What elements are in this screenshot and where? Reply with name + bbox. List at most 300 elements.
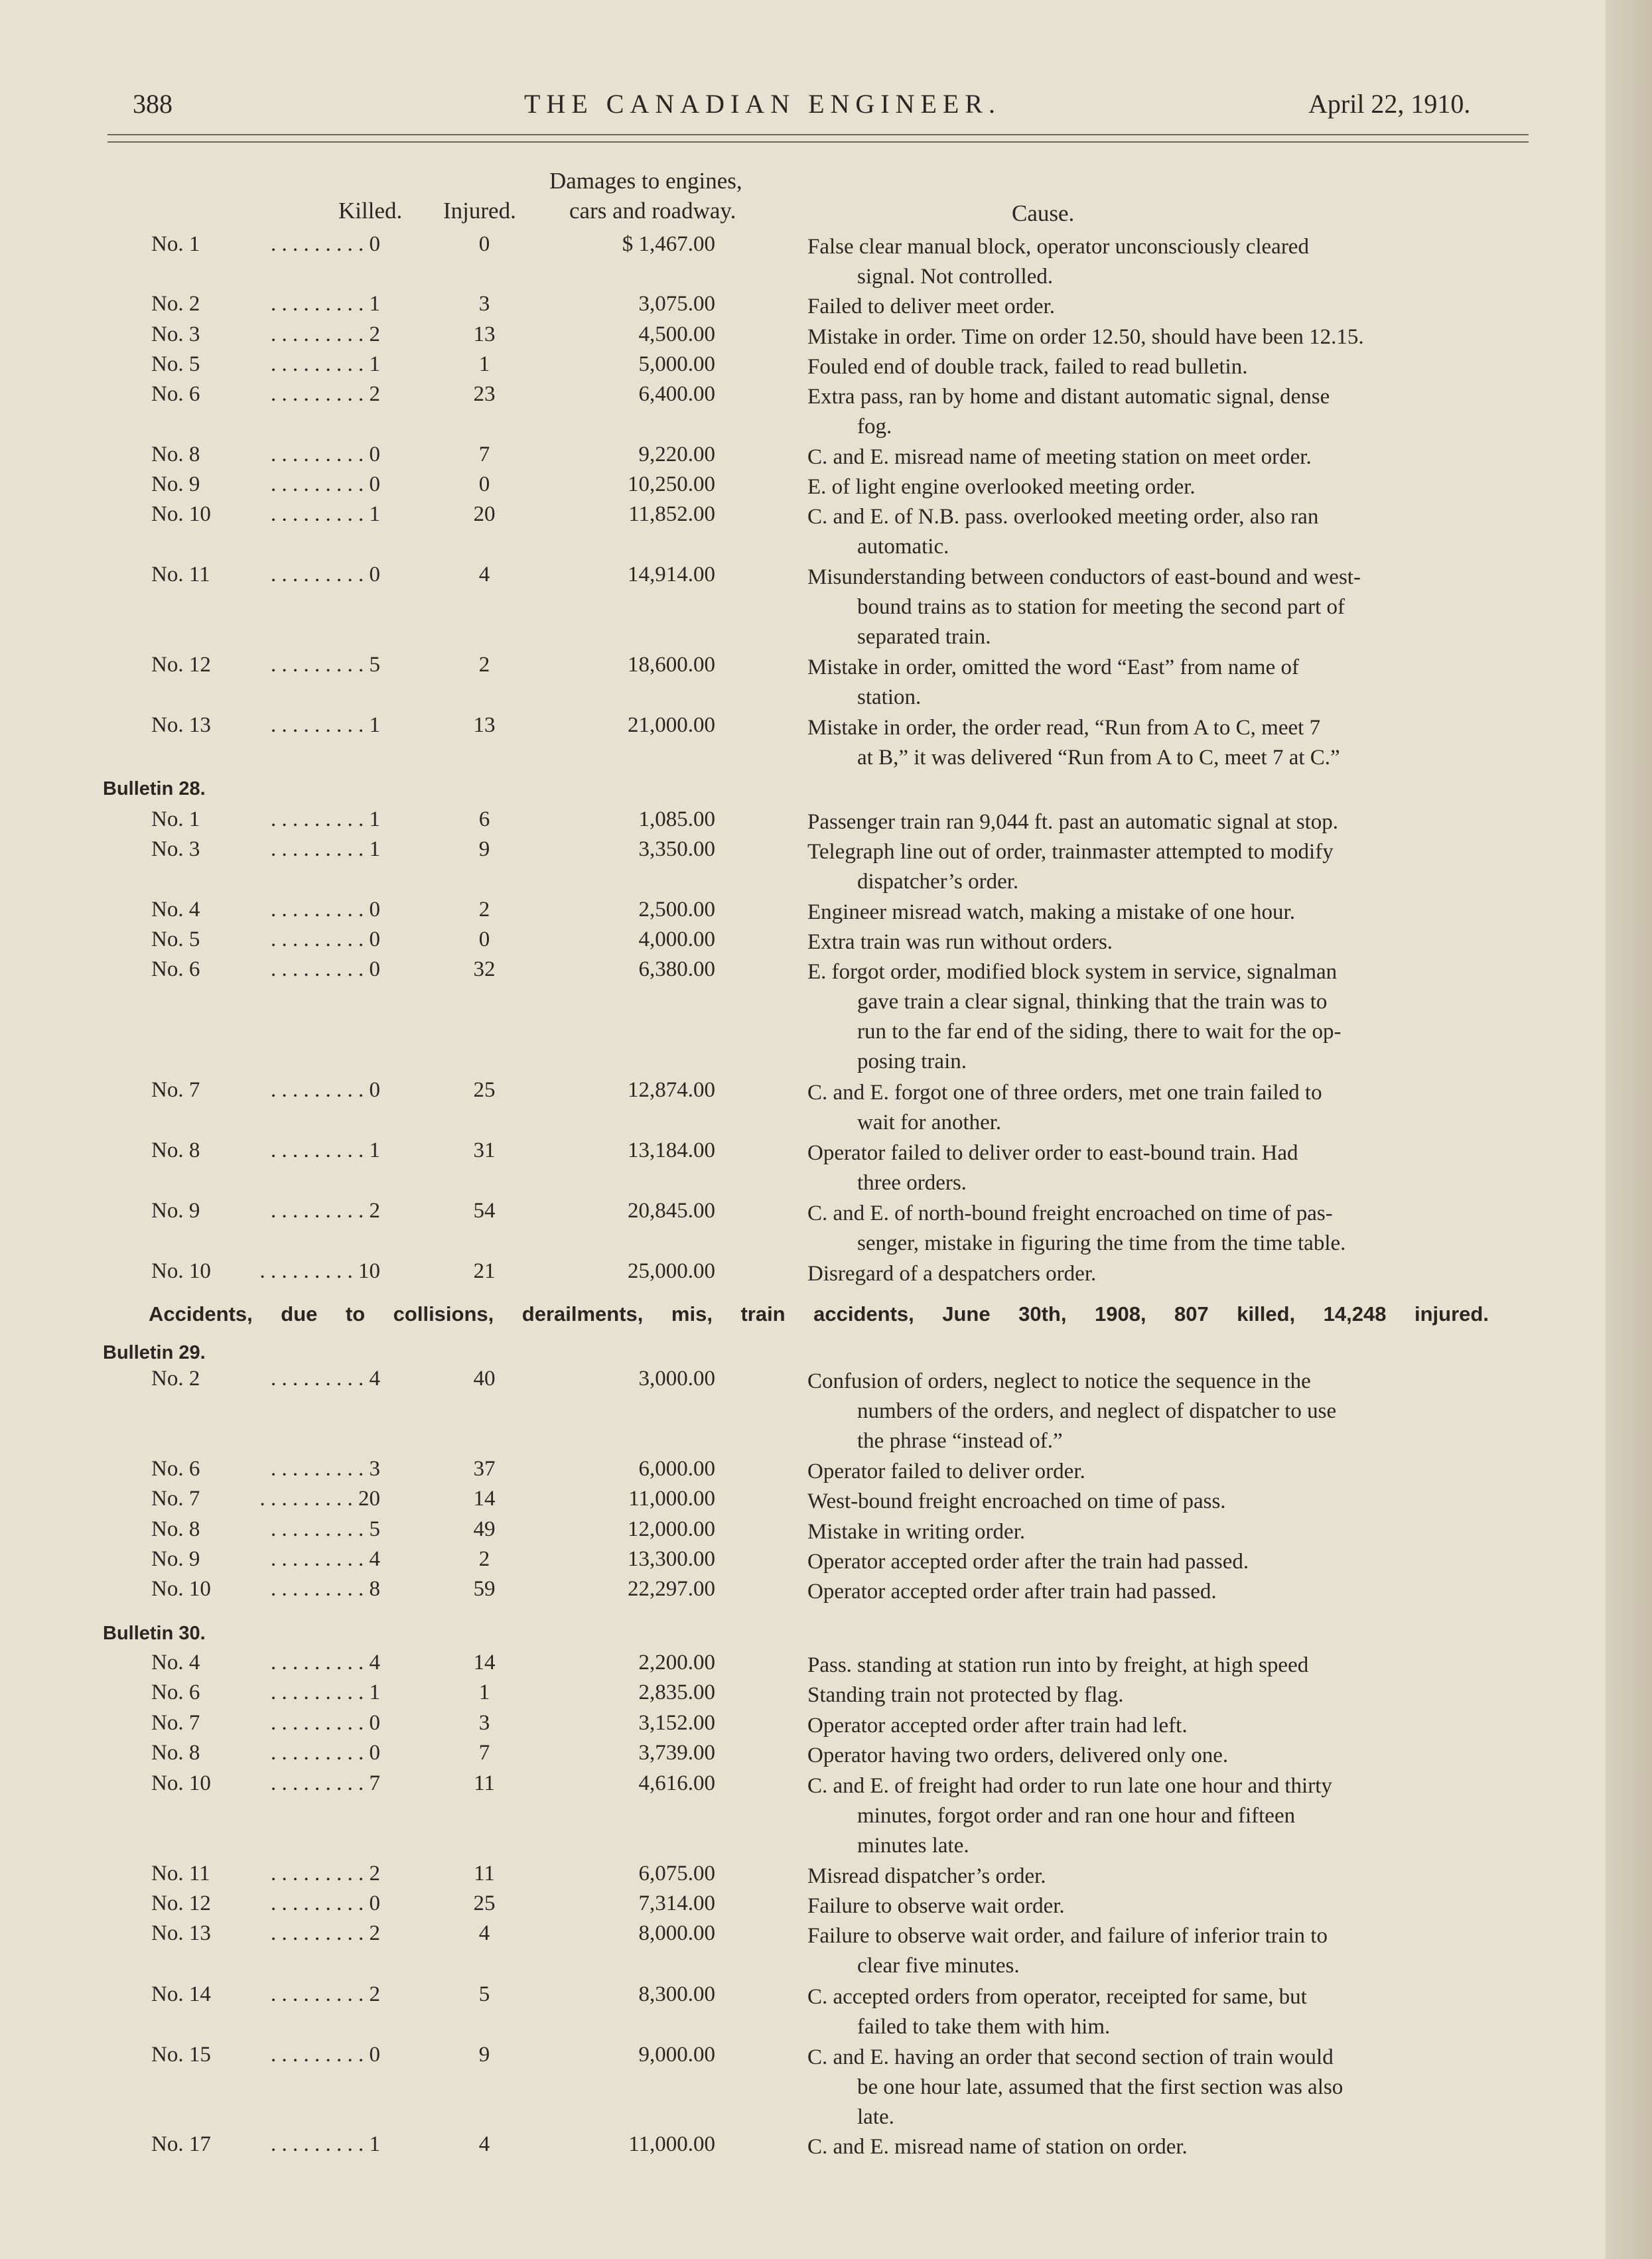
killed-count: . . . . . . . . . 1 — [271, 1138, 380, 1162]
table-row — [0, 1577, 1592, 1608]
cause-line: Mistake in order, omitted the word “East” from name of — [807, 655, 1299, 679]
killed-count: . . . . . . . . . 2 — [271, 1921, 380, 1945]
table-row — [0, 1078, 1592, 1134]
cause-line: Confusion of orders, neglect to notice the sequence in the — [807, 1369, 1311, 1393]
damage-amount: 22,297.00 — [628, 1577, 715, 1601]
cause-text — [807, 1771, 1511, 1861]
damage-amount: 11,000.00 — [628, 1487, 715, 1511]
accident-number: No. 2 — [151, 292, 200, 316]
cause-text — [807, 713, 1511, 773]
cause-line: signal. Not controlled. — [857, 265, 1054, 289]
accident-number: No. 13 — [151, 713, 211, 737]
accident-number: No. 1 — [151, 807, 200, 831]
damage-amount: 25,000.00 — [628, 1259, 715, 1283]
killed-count: . . . . . . . . . 2 — [271, 382, 380, 406]
damage-amount: 6,075.00 — [638, 1862, 715, 1885]
cause-line: senger, mistake in figuring the time from the time table. — [857, 1231, 1346, 1255]
cause-line: Mistake in order. Time on order 12.50, should have been 12.15. — [807, 325, 1364, 349]
cause-text — [807, 927, 1511, 957]
killed-count: . . . . . . . . . 2 — [271, 1982, 380, 2006]
issue-date: April 22, 1910. — [1308, 89, 1471, 119]
injured-count: 59 — [473, 1577, 496, 1601]
cause-line: separated train. — [857, 625, 991, 649]
killed-count: . . . . . . . . . 1 — [271, 807, 380, 831]
accident-number: No. 10 — [151, 1771, 211, 1795]
accident-number: No. 9 — [151, 1199, 200, 1223]
table-row — [0, 837, 1592, 894]
cause-line: Operator accepted order after the train had passed. — [807, 1550, 1249, 1574]
killed-count: . . . . . . . . . 7 — [271, 1771, 380, 1795]
table-row — [0, 1259, 1592, 1290]
injured-count: 54 — [473, 1199, 496, 1223]
cause-line: C. and E. of freight had order to run late one hour and thirty — [807, 1774, 1332, 1798]
cause-line: E. of light engine overlooked meeting order. — [807, 475, 1196, 499]
injured-count: 37 — [473, 1457, 496, 1481]
header-rule-bottom — [107, 141, 1529, 143]
accident-number: No. 3 — [151, 322, 200, 346]
injured-count: 9 — [478, 2043, 490, 2067]
cause-text — [807, 1651, 1511, 1680]
cause-line: C. and E. misread name of meeting station on meet order. — [807, 445, 1312, 469]
damage-amount: 6,000.00 — [638, 1457, 715, 1481]
injured-count: 11 — [474, 1771, 495, 1795]
cause-line: Pass. standing at station run into by freight, at high speed — [807, 1653, 1309, 1677]
cause-line: Mistake in order, the order read, “Run from A to C, meet 7 — [807, 716, 1321, 740]
cause-line: Failure to observe wait order. — [807, 1894, 1065, 1918]
table-row — [0, 443, 1592, 473]
cause-line: Failed to deliver meet order. — [807, 295, 1055, 318]
cause-text — [807, 1078, 1511, 1138]
damage-amount: 6,380.00 — [638, 957, 715, 981]
killed-count: . . . . . . . . . 1 — [271, 713, 380, 737]
killed-count: . . . . . . . . . 4 — [271, 1547, 380, 1571]
injured-count: 5 — [478, 1982, 490, 2006]
table-row — [0, 292, 1592, 322]
banner-word: 30th, — [1018, 1302, 1067, 1326]
cause-text — [807, 957, 1511, 1077]
injured-count: 40 — [473, 1367, 496, 1391]
killed-count: . . . . . . . . . 4 — [271, 1367, 380, 1391]
cause-line: Misunderstanding between conductors of east-bound and west- — [807, 565, 1361, 589]
header-rule-top — [107, 134, 1529, 135]
accident-number: No. 9 — [151, 1547, 200, 1571]
table-row — [0, 653, 1592, 709]
cause-text — [807, 1577, 1511, 1607]
damage-amount: 2,500.00 — [638, 898, 715, 922]
damage-amount: 18,600.00 — [628, 653, 715, 677]
table-row — [0, 502, 1592, 559]
cause-text — [807, 1711, 1511, 1741]
page-edge — [1606, 0, 1652, 2259]
cause-line: the phrase “instead of.” — [857, 1429, 1063, 1453]
table-row — [0, 1367, 1592, 1453]
cause-line: station. — [857, 685, 922, 709]
injured-count: 31 — [473, 1138, 496, 1162]
killed-count: . . . . . . . . . 0 — [271, 2043, 380, 2067]
killed-count: . . . . . . . . . 0 — [271, 443, 380, 466]
banner-word: 1908, — [1094, 1302, 1146, 1326]
accident-number: No. 10 — [151, 502, 211, 526]
table-row — [0, 352, 1592, 383]
table-row — [0, 1891, 1592, 1922]
cause-line: E. forgot order, modified block system in service, signalman — [807, 960, 1338, 984]
accident-number: No. 15 — [151, 2043, 211, 2067]
accident-number: No. 9 — [151, 472, 200, 496]
injured-count: 7 — [478, 443, 490, 466]
cause-line: clear five minutes. — [857, 1954, 1020, 1978]
damage-amount: 21,000.00 — [628, 713, 715, 737]
cause-text — [807, 443, 1511, 472]
banner-word: due — [281, 1302, 318, 1326]
cause-text — [807, 1487, 1511, 1517]
killed-count: . . . . . . . . . 0 — [271, 1711, 380, 1735]
accident-number: No. 4 — [151, 1651, 200, 1675]
accident-number: No. 4 — [151, 898, 200, 922]
column-header-damages-line2: cars and roadway. — [569, 198, 736, 224]
killed-count: . . . . . . . . . 8 — [271, 1577, 380, 1601]
cause-line: be one hour late, assumed that the first section was also — [857, 2075, 1343, 2099]
cause-line: late. — [857, 2105, 894, 2129]
damage-amount: 3,000.00 — [638, 1367, 715, 1391]
accident-number: No. 11 — [151, 563, 210, 586]
killed-count: . . . . . . . . . 2 — [271, 1199, 380, 1223]
cause-text — [807, 232, 1511, 292]
accident-number: No. 12 — [151, 1891, 211, 1915]
cause-text — [807, 653, 1511, 713]
banner-word: accidents, — [813, 1302, 914, 1326]
killed-count: . . . . . . . . . 10 — [259, 1259, 380, 1283]
injured-count: 13 — [473, 713, 496, 737]
injured-count: 9 — [478, 837, 490, 861]
killed-count: . . . . . . . . . 0 — [271, 1891, 380, 1915]
table-row — [0, 1711, 1592, 1742]
killed-count: . . . . . . . . . 1 — [271, 292, 380, 316]
cause-line: C. and E. having an order that second section of train would — [807, 2045, 1334, 2069]
table-row — [0, 1982, 1592, 2039]
cause-text — [807, 1517, 1511, 1547]
injured-count: 7 — [478, 1741, 490, 1765]
injured-count: 21 — [473, 1259, 496, 1283]
table-row — [0, 1862, 1592, 1892]
cause-line: Fouled end of double track, failed to read bulletin. — [807, 355, 1248, 379]
cause-text — [807, 2043, 1511, 2132]
cause-line: C. and E. misread name of station on order. — [807, 2135, 1188, 2159]
injured-count: 4 — [478, 1921, 490, 1945]
table-row — [0, 1741, 1592, 1771]
cause-line: Engineer misread watch, making a mistake of one hour. — [807, 900, 1295, 924]
cause-text — [807, 563, 1511, 652]
killed-count: . . . . . . . . . 0 — [271, 232, 380, 256]
cause-line: False clear manual block, operator unconsciously cleared — [807, 235, 1309, 259]
injured-count: 4 — [478, 2132, 490, 2156]
banner-word: collisions, — [393, 1302, 494, 1326]
cause-line: posing train. — [857, 1050, 967, 1073]
cause-text — [807, 1138, 1511, 1198]
damage-amount: 1,085.00 — [638, 807, 715, 831]
killed-count: . . . . . . . . . 5 — [271, 653, 380, 677]
accident-number: No. 12 — [151, 653, 211, 677]
cause-text — [807, 2132, 1511, 2162]
injured-count: 49 — [473, 1517, 496, 1541]
damage-amount: 4,500.00 — [638, 322, 715, 346]
damage-amount: 3,350.00 — [638, 837, 715, 861]
accident-number: No. 6 — [151, 382, 200, 406]
cause-line: at B,” it was delivered “Run from A to C, meet 7 at C.” — [857, 746, 1340, 770]
banner-word: train — [740, 1302, 786, 1326]
injured-count: 11 — [474, 1862, 495, 1885]
column-header-killed: Killed. — [338, 198, 403, 224]
cause-line: minutes, forgot order and ran one hour and fifteen — [857, 1804, 1296, 1828]
table-row — [0, 2132, 1592, 2163]
table-row — [0, 1680, 1592, 1711]
damage-amount: 3,152.00 — [638, 1711, 715, 1735]
cause-line: bound trains as to station for meeting the second part of — [857, 595, 1345, 619]
table-row — [0, 957, 1592, 1073]
damage-amount: 4,000.00 — [638, 927, 715, 951]
table-row — [0, 322, 1592, 353]
injured-count: 1 — [478, 352, 490, 376]
bulletin-heading: Bulletin 28. — [103, 778, 206, 799]
accident-number: No. 8 — [151, 443, 200, 466]
banner-word: to — [345, 1302, 366, 1326]
table-row — [0, 1651, 1592, 1681]
injured-count: 14 — [473, 1651, 496, 1675]
damage-amount: 3,075.00 — [638, 292, 715, 316]
damage-amount: 2,835.00 — [638, 1680, 715, 1704]
table-row — [0, 1547, 1592, 1578]
damage-amount: 14,914.00 — [628, 563, 715, 586]
accident-number: No. 10 — [151, 1577, 211, 1601]
cause-line: fog. — [857, 415, 892, 439]
injured-count: 13 — [473, 322, 496, 346]
killed-count: . . . . . . . . . 0 — [271, 563, 380, 586]
banner-word: Accidents, — [149, 1302, 253, 1326]
page-number: 388 — [133, 89, 172, 119]
damage-amount: 11,000.00 — [628, 2132, 715, 2156]
accident-number: No. 3 — [151, 837, 200, 861]
accident-number: No. 8 — [151, 1138, 200, 1162]
injured-count: 6 — [478, 807, 490, 831]
cause-text — [807, 807, 1511, 837]
injured-count: 20 — [473, 502, 496, 526]
table-row — [0, 1457, 1592, 1487]
cause-line: gave train a clear signal, thinking that the train was to — [857, 990, 1328, 1014]
table-row — [0, 898, 1592, 928]
cause-text — [807, 898, 1511, 927]
banner-word: injured. — [1414, 1302, 1489, 1326]
killed-count: . . . . . . . . . 4 — [271, 1651, 380, 1675]
cause-line: numbers of the orders, and neglect of dispatcher to use — [857, 1399, 1337, 1423]
cause-text — [807, 1862, 1511, 1891]
injured-count: 0 — [478, 927, 490, 951]
cause-text — [807, 352, 1511, 382]
table-row — [0, 1487, 1592, 1517]
cause-text — [807, 1199, 1511, 1259]
accident-number: No. 5 — [151, 927, 200, 951]
killed-count: . . . . . . . . . 0 — [271, 1741, 380, 1765]
table-row — [0, 232, 1592, 289]
killed-count: . . . . . . . . . 1 — [271, 837, 380, 861]
cause-text — [807, 292, 1511, 322]
killed-count: . . . . . . . . . 1 — [271, 1680, 380, 1704]
killed-count: . . . . . . . . . 20 — [259, 1487, 380, 1511]
damage-amount: 10,250.00 — [628, 472, 715, 496]
accident-number: No. 14 — [151, 1982, 211, 2006]
damage-amount: 6,400.00 — [638, 382, 715, 406]
cause-line: C. accepted orders from operator, receipted for same, but — [807, 1985, 1307, 2009]
injured-count: 25 — [473, 1078, 496, 1102]
cause-line: Operator having two orders, delivered only one. — [807, 1744, 1229, 1767]
cause-line: three orders. — [857, 1171, 967, 1195]
cause-line: wait for another. — [857, 1111, 1002, 1134]
killed-count: . . . . . . . . . 0 — [271, 898, 380, 922]
killed-count: . . . . . . . . . 0 — [271, 927, 380, 951]
damage-amount: 3,739.00 — [638, 1741, 715, 1765]
cause-line: Extra train was run without orders. — [807, 930, 1113, 954]
cause-line: Mistake in writing order. — [807, 1520, 1026, 1544]
accident-number: No. 6 — [151, 1680, 200, 1704]
banner-word: derailments, — [521, 1302, 644, 1326]
table-row — [0, 1199, 1592, 1255]
damage-amount: 13,184.00 — [628, 1138, 715, 1162]
cause-text — [807, 382, 1511, 442]
damage-amount: 13,300.00 — [628, 1547, 715, 1571]
damage-amount: 11,852.00 — [628, 502, 715, 526]
cause-text — [807, 1921, 1511, 1981]
table-row — [0, 1138, 1592, 1195]
killed-count: . . . . . . . . . 2 — [271, 1862, 380, 1885]
cause-line: Passenger train ran 9,044 ft. past an automatic signal at stop. — [807, 810, 1339, 834]
damage-amount: 12,874.00 — [628, 1078, 715, 1102]
column-header-cause: Cause. — [1012, 200, 1075, 226]
killed-count: . . . . . . . . . 1 — [271, 502, 380, 526]
killed-count: . . . . . . . . . 1 — [271, 2132, 380, 2156]
table-row — [0, 382, 1592, 439]
injured-count: 23 — [473, 382, 496, 406]
cause-text — [807, 837, 1511, 897]
accident-summary-banner — [149, 1302, 1489, 1326]
accident-number: No. 11 — [151, 1862, 210, 1885]
table-row — [0, 1517, 1592, 1548]
table-row — [0, 472, 1592, 503]
damage-amount: 12,000.00 — [628, 1517, 715, 1541]
cause-line: C. and E. of N.B. pass. overlooked meeting order, also ran — [807, 505, 1319, 529]
bulletin-heading: Bulletin 30. — [103, 1623, 206, 1644]
damage-amount: 4,616.00 — [638, 1771, 715, 1795]
cause-text — [807, 1680, 1511, 1710]
accident-number: No. 8 — [151, 1741, 200, 1765]
table-row — [0, 927, 1592, 958]
cause-line: Failure to observe wait order, and failure of inferior train to — [807, 1924, 1328, 1948]
cause-text — [807, 1891, 1511, 1921]
cause-text — [807, 1367, 1511, 1456]
accident-number: No. 7 — [151, 1711, 200, 1735]
column-header-damages-line1: Damages to engines, — [549, 168, 742, 194]
accident-number: No. 5 — [151, 352, 200, 376]
killed-count: . . . . . . . . . 0 — [271, 472, 380, 496]
accident-number: No. 2 — [151, 1367, 200, 1391]
damage-amount: 9,220.00 — [638, 443, 715, 466]
damage-amount: 20,845.00 — [628, 1199, 715, 1223]
cause-line: Misread dispatcher’s order. — [807, 1864, 1046, 1888]
cause-line: Operator failed to deliver order to east-bound train. Had — [807, 1141, 1298, 1165]
banner-word: June — [942, 1302, 991, 1326]
killed-count: . . . . . . . . . 3 — [271, 1457, 380, 1481]
killed-count: . . . . . . . . . 1 — [271, 352, 380, 376]
journal-title: THE CANADIAN ENGINEER. — [524, 89, 1002, 119]
cause-line: C. and E. of north-bound freight encroached on time of pas- — [807, 1201, 1333, 1225]
table-row — [0, 807, 1592, 838]
column-header-injured: Injured. — [443, 198, 516, 224]
injured-count: 2 — [478, 653, 490, 677]
accident-number: No. 7 — [151, 1487, 200, 1511]
cause-text — [807, 502, 1511, 562]
damage-amount: 9,000.00 — [638, 2043, 715, 2067]
killed-count: . . . . . . . . . 5 — [271, 1517, 380, 1541]
table-row — [0, 2043, 1592, 2129]
killed-count: . . . . . . . . . 2 — [271, 322, 380, 346]
table-row — [0, 1921, 1592, 1978]
damage-amount: $ 1,467.00 — [622, 232, 715, 256]
killed-count: . . . . . . . . . 0 — [271, 1078, 380, 1102]
table-row — [0, 1771, 1592, 1858]
cause-line: run to the far end of the siding, there to wait for the op- — [857, 1020, 1342, 1044]
injured-count: 2 — [478, 898, 490, 922]
killed-count: . . . . . . . . . 0 — [271, 957, 380, 981]
accident-number: No. 1 — [151, 232, 200, 256]
injured-count: 1 — [478, 1680, 490, 1704]
cause-text — [807, 1259, 1511, 1289]
cause-line: Operator accepted order after train had passed. — [807, 1580, 1217, 1604]
cause-text — [807, 322, 1511, 352]
injured-count: 32 — [473, 957, 496, 981]
damage-amount: 7,314.00 — [638, 1891, 715, 1915]
damage-amount: 2,200.00 — [638, 1651, 715, 1675]
damage-amount: 8,000.00 — [638, 1921, 715, 1945]
cause-line: Telegraph line out of order, trainmaster attempted to modify — [807, 840, 1334, 864]
table-row — [0, 563, 1592, 649]
injured-count: 25 — [473, 1891, 496, 1915]
cause-line: dispatcher’s order. — [857, 870, 1019, 894]
cause-text — [807, 1741, 1511, 1771]
banner-word: 807 — [1174, 1302, 1209, 1326]
accident-number: No. 13 — [151, 1921, 211, 1945]
accident-number: No. 6 — [151, 957, 200, 981]
cause-text — [807, 1457, 1511, 1487]
accident-number: No. 7 — [151, 1078, 200, 1102]
cause-line: Disregard of a despatchers order. — [807, 1262, 1097, 1286]
accident-number: No. 10 — [151, 1259, 211, 1283]
bulletin-heading: Bulletin 29. — [103, 1342, 206, 1363]
cause-line: C. and E. forgot one of three orders, met one train failed to — [807, 1081, 1322, 1105]
injured-count: 2 — [478, 1547, 490, 1571]
cause-text — [807, 472, 1511, 502]
injured-count: 0 — [478, 232, 490, 256]
accident-number: No. 17 — [151, 2132, 211, 2156]
table-row — [0, 713, 1592, 770]
accident-number: No. 6 — [151, 1457, 200, 1481]
cause-line: automatic. — [857, 535, 949, 559]
cause-line: Operator failed to deliver order. — [807, 1460, 1085, 1483]
damage-amount: 8,300.00 — [638, 1982, 715, 2006]
injured-count: 0 — [478, 472, 490, 496]
banner-word: 14,248 — [1323, 1302, 1387, 1326]
damage-amount: 5,000.00 — [638, 352, 715, 376]
banner-word: killed, — [1237, 1302, 1296, 1326]
cause-line: Operator accepted order after train had left. — [807, 1714, 1188, 1738]
cause-text — [807, 1547, 1511, 1577]
injured-count: 3 — [478, 292, 490, 316]
